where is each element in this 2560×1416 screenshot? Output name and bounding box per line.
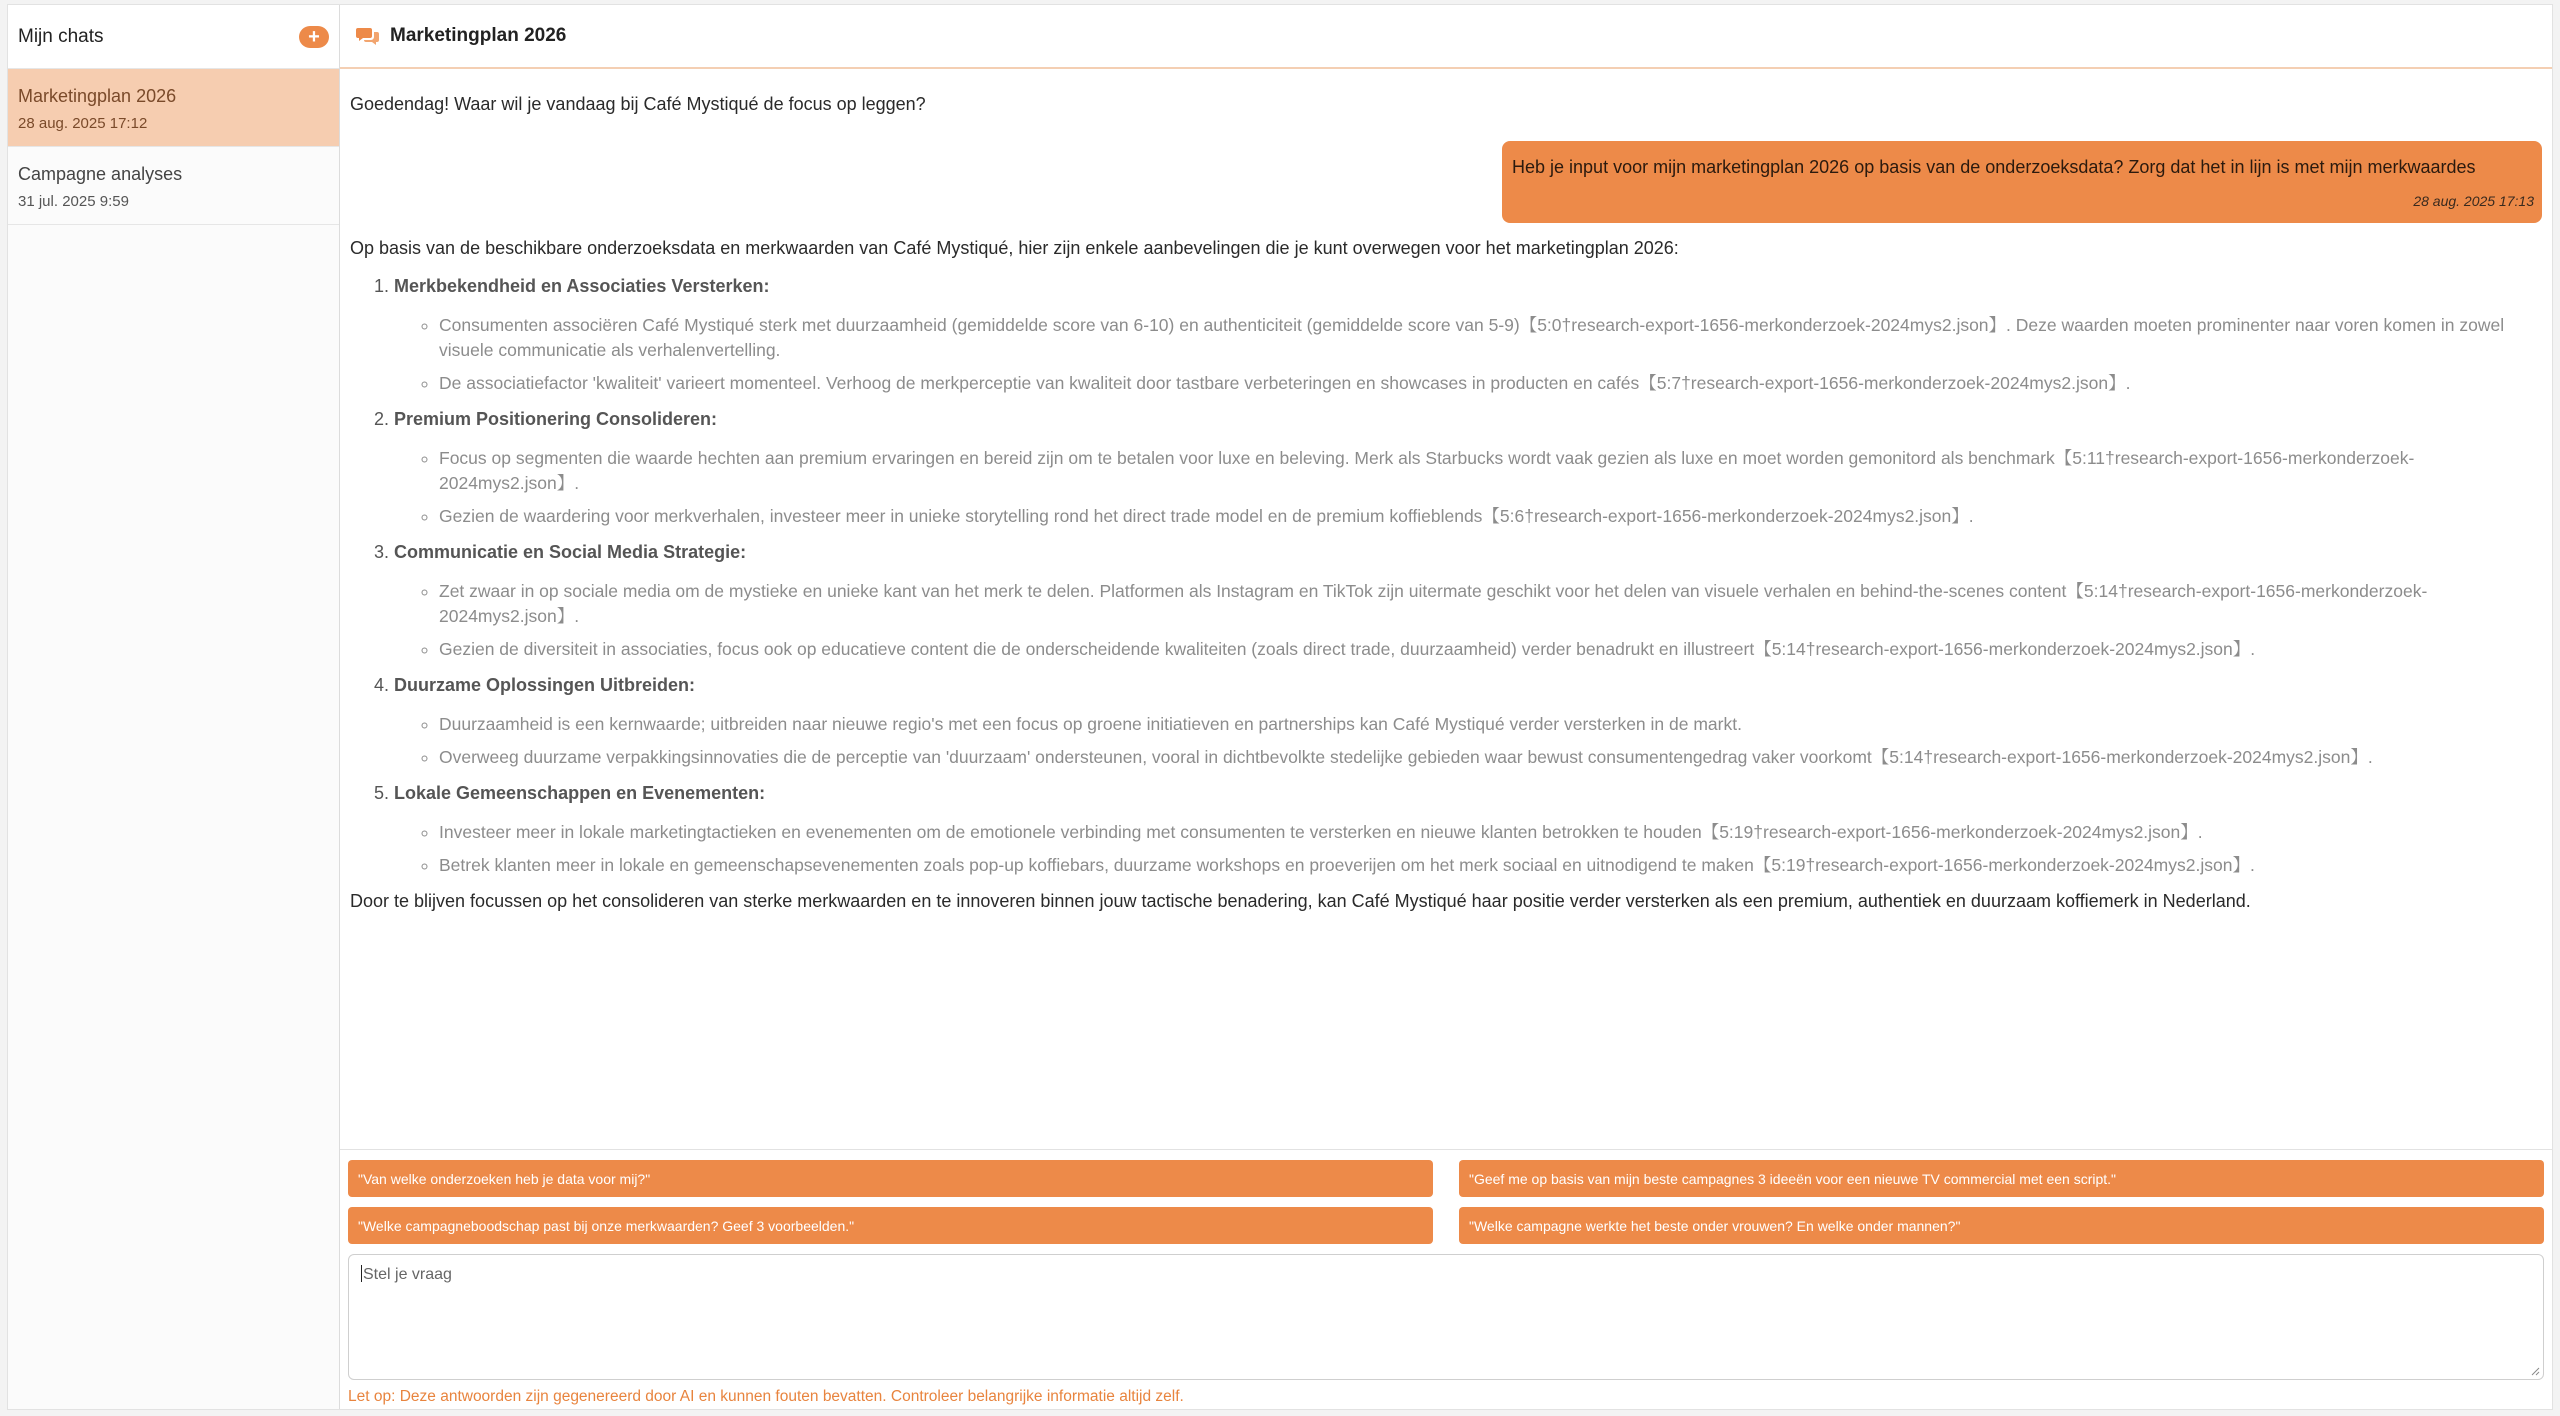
- answer-intro: Op basis van de beschikbare onderzoeksdata en merkwaarden van Café Mystiqué, hier zijn enkele aanbevelingen die je kunt overwegen voor het marketingplan 2026:: [350, 238, 1679, 258]
- message-list: [340, 69, 2552, 1149]
- chat-item-campagne[interactable]: [8, 147, 339, 225]
- text-caret: [361, 1265, 362, 1282]
- bullet-item: ◦ Gezien de diversiteit in associaties, focus ook op educatieve content die de onderscheidende kwaliteiten (zoals direct trade, duurzaamheid) verder benadrukt en illustreert【5:14†research-export-1656-merkonderzoek-2024mys2.json】.: [439, 637, 2542, 662]
- answer-outro: Door te blijven focussen op het consolideren van sterke merkwaarden en te innoveren binnen jouw tactische benadering, kan Café Mystiqué haar positie verder versterken als een premium, authentiek en duurzaam koffiemerk in Nederland.: [350, 891, 2251, 911]
- chat-header: [340, 5, 2552, 69]
- question-input[interactable]: [348, 1254, 2544, 1380]
- bullet-item: ◦ Overweeg duurzame verpakkingsinnovaties die de perceptie van 'duurzaam' ondersteunen, vooral in dichtbevolkte stedelijke gebieden waar bewust consumentengedrag vaker voorkomt【5:14†research-export-1656-merkonderzoek-2024mys2.json】.: [439, 745, 2542, 770]
- recommendation-bullets: [394, 712, 2542, 770]
- input-placeholder: Stel je vraag: [363, 1266, 452, 1283]
- chat-main: [340, 5, 2552, 1409]
- chat-item-title: Marketingplan 2026: [18, 86, 177, 106]
- recommendation-bullets: [394, 446, 2542, 529]
- bullet-item: ◦ Zet zwaar in op sociale media om de mystieke en unieke kant van het merk te delen. Platformen als Instagram en TikTok zijn uitermate geschikt voor het delen van visuele verhalen en behind-the-scenes content【5:14†research-export-1656-merkonderzoek-2024mys2.json】.: [439, 579, 2542, 629]
- recommendation-list: [350, 273, 2542, 878]
- recommendation-item: [394, 539, 2542, 662]
- bullet-item: ◦ Consumenten associëren Café Mystiqué sterk met duurzaamheid (gemiddelde score van 6-10) en authenticiteit (gemiddelde score van 5-9)【5:0†research-export-1656-merkonderzoek-2024mys2.json】. Deze waarden moeten prominenter naar voren komen in zowel visuele communicatie als verhalenvertelling.: [439, 313, 2542, 363]
- recommendation-heading: 1. Merkbekendheid en Associaties Versterken:: [394, 276, 770, 296]
- composer-area: [340, 1149, 2552, 1409]
- suggestion-button[interactable]: "Welke campagneboodschap past bij onze merkwaarden? Geef 3 voorbeelden.": [348, 1207, 1433, 1244]
- recommendation-heading: 2. Premium Positionering Consolideren:: [394, 409, 718, 429]
- recommendation-bullets: [394, 313, 2542, 396]
- recommendation-heading: 3. Communicatie en Social Media Strategie:: [394, 542, 747, 562]
- app-window: [7, 4, 2553, 1410]
- chat-title: Marketingplan 2026: [390, 25, 567, 46]
- ai-disclaimer: Let op: Deze antwoorden zijn gegenereerd door AI en kunnen fouten bevatten. Controleer belangrijke informatie altijd zelf.: [348, 1388, 1184, 1405]
- suggestion-grid: [348, 1160, 2544, 1244]
- chat-item-date: 28 aug. 2025 17:12: [18, 115, 148, 132]
- recommendation-bullets: [394, 820, 2542, 878]
- assistant-answer: [350, 235, 2542, 914]
- bullet-item: ◦ Betrek klanten meer in lokale en gemeenschapsevenementen zoals pop-up koffiebars, duurzame workshops en proeverijen om het merk sociaal en uitnodigend te maken【5:19†research-export-1656-merkonderzoek-2024mys2.json】.: [439, 853, 2542, 878]
- sidebar: [8, 5, 340, 1409]
- resize-grip-icon[interactable]: [2530, 1366, 2540, 1376]
- suggestion-button[interactable]: "Geef me op basis van mijn beste campagnes 3 ideeën voor een nieuwe TV commercial met een script.": [1459, 1160, 2544, 1197]
- recommendation-item: [394, 780, 2542, 878]
- user-message-text: Heb je input voor mijn marketingplan 2026 op basis van de onderzoeksdata? Zorg dat het in lijn is met mijn merkwaardes: [1512, 157, 2476, 177]
- bullet-item: ◦ Focus op segmenten die waarde hechten aan premium ervaringen en bereid zijn om te betalen voor luxe en beleving. Merk als Starbucks wordt vaak gezien als luxe en moet worden gemonitord als benchmark【5:11†research-export-1656-merkonderzoek-2024mys2.json】.: [439, 446, 2542, 496]
- user-message: [1502, 141, 2542, 223]
- chat-item-title: Campagne analyses: [18, 164, 183, 184]
- sidebar-header: [8, 5, 339, 69]
- suggestion-button[interactable]: "Van welke onderzoeken heb je data voor mij?": [348, 1160, 1433, 1197]
- new-chat-button[interactable]: +: [299, 26, 329, 48]
- user-message-row: [350, 141, 2542, 223]
- recommendation-item: [394, 273, 2542, 396]
- bullet-item: ◦ Gezien de waardering voor merkverhalen, investeer meer in unieke storytelling rond het direct trade model en de premium koffieblends【5:6†research-export-1656-merkonderzoek-2024mys2.json】.: [439, 504, 2542, 529]
- bullet-item: ◦ Investeer meer in lokale marketingtactieken en evenementen om de emotionele verbinding met consumenten te versterken en nieuwe klanten betrokken te houden【5:19†research-export-1656-merkonderzoek-2024mys2.json】.: [439, 820, 2542, 845]
- chat-bubbles-icon: [356, 26, 380, 46]
- sidebar-title: Mijn chats: [18, 25, 104, 47]
- chat-item-date: 31 jul. 2025 9:59: [18, 193, 129, 210]
- user-message-time: 28 aug. 2025 17:13: [2413, 193, 2534, 209]
- bullet-item: ◦ Duurzaamheid is een kernwaarde; uitbreiden naar nieuwe regio's met een focus op groene initiatieven en partnerships kan Café Mystiqué verder versterken in de markt.: [439, 712, 2542, 737]
- bullet-item: ◦ De associatiefactor 'kwaliteit' varieert momenteel. Verhoog de merkperceptie van kwaliteit door tastbare verbeteringen en showcases in producten en cafés【5:7†research-export-1656-merkonderzoek-2024mys2.json】.: [439, 371, 2542, 396]
- assistant-greeting: Goedendag! Waar wil je vandaag bij Café Mystiqué de focus op leggen?: [350, 94, 926, 114]
- recommendation-heading: 4. Duurzame Oplossingen Uitbreiden:: [394, 675, 696, 695]
- chat-item-marketingplan[interactable]: [8, 69, 339, 147]
- recommendation-item: [394, 672, 2542, 770]
- recommendation-item: [394, 406, 2542, 529]
- suggestion-button[interactable]: "Welke campagne werkte het beste onder vrouwen? En welke onder mannen?": [1459, 1207, 2544, 1244]
- recommendation-bullets: [394, 579, 2542, 662]
- recommendation-heading: 5. Lokale Gemeenschappen en Evenementen:: [394, 783, 766, 803]
